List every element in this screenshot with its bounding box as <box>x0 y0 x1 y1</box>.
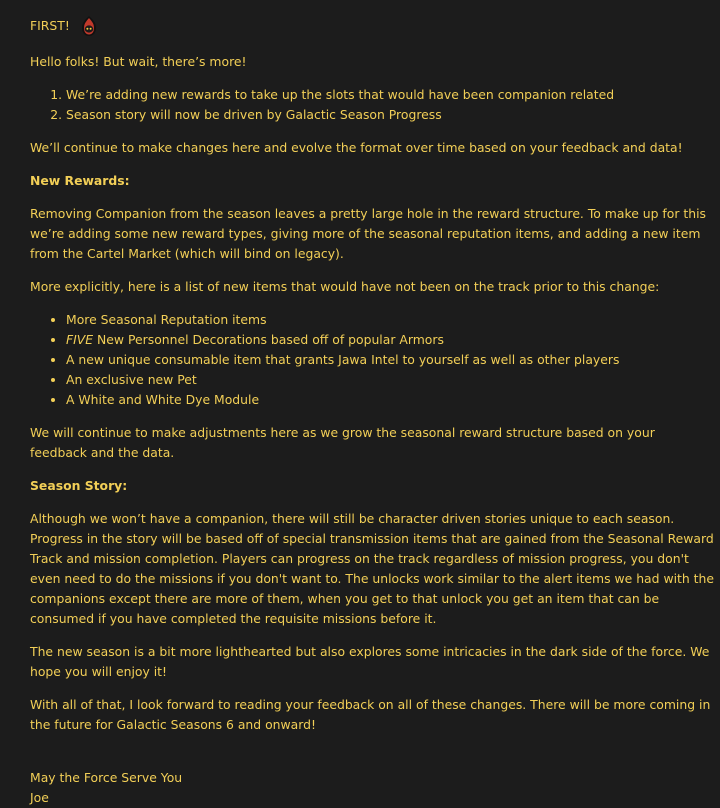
jawa-head-icon <box>78 15 100 37</box>
signoff-block <box>30 768 715 808</box>
lighthearted-paragraph: The new season is a bit more lighthearted but also explores some intricacies in the dark side of the force. We hope you will enjoy it! <box>30 644 710 679</box>
new-rewards-heading <box>30 171 715 191</box>
list-item: • A new unique consumable item that grants Jawa Intel to yourself as well as other players <box>66 350 715 370</box>
list-item: • More Seasonal Reputation items <box>66 310 715 330</box>
list-item: • A White and White Dye Module <box>66 390 715 410</box>
emphasis-text: FIVE <box>66 332 94 347</box>
signoff-text: May the Force Serve You <box>30 770 183 785</box>
list-item <box>66 330 715 350</box>
first-line <box>30 14 715 38</box>
first-text: FIRST! <box>30 18 70 33</box>
explicit-paragraph: More explicitly, here is a list of new items that would have not been on the track prior to this change: <box>30 279 660 294</box>
closing-paragraph: With all of that, I look forward to reading your feedback on all of these changes. There will be more coming in the future for Galactic Seasons 6 and onward! <box>30 697 711 732</box>
list-item: 2. Season story will now be driven by Galactic Season Progress <box>66 105 715 125</box>
forum-post <box>30 14 715 808</box>
new-items-list <box>30 310 715 410</box>
new-rewards-paragraph: Removing Companion from the season leaves a pretty large hole in the reward structure. To make up for this we’re adding some new reward types, giving more of the seasonal reputation items, and adding a new item from the Cartel Market (which will bind on legacy). <box>30 206 706 261</box>
evolve-paragraph: We’ll continue to make changes here and evolve the format over time based on your feedback and data! <box>30 140 683 155</box>
list-item: 1. We’re adding new rewards to take up the slots that would have been companion related <box>66 85 715 105</box>
heading-text: New Rewards: <box>30 173 130 188</box>
greeting: Hello folks! But wait, there’s more! <box>30 54 247 69</box>
season-story-heading <box>30 476 715 496</box>
intro-list <box>30 85 715 125</box>
signature: Joe <box>30 790 49 805</box>
list-item: • An exclusive new Pet <box>66 370 715 390</box>
list-item-text: New Personnel Decorations based off of popular Armors <box>93 332 444 347</box>
heading-text: Season Story: <box>30 478 128 493</box>
story-paragraph: Although we won’t have a companion, there will still be character driven stories unique to each season. Progress in the story will be based off of special transmission items that are gained from the Seasonal Reward Track and mission completion. Players can progress on the track regardless of mission progress, you don't even need to do the missions if you don't want to. The unlocks work similar to the alert items we had with the companions except there are more of them, when you get to that unlock you get an item that can be consumed if you have completed the requisite missions before it. <box>30 511 715 626</box>
adjust-paragraph: We will continue to make adjustments here as we grow the seasonal reward structure based on your feedback and the data. <box>30 425 655 460</box>
